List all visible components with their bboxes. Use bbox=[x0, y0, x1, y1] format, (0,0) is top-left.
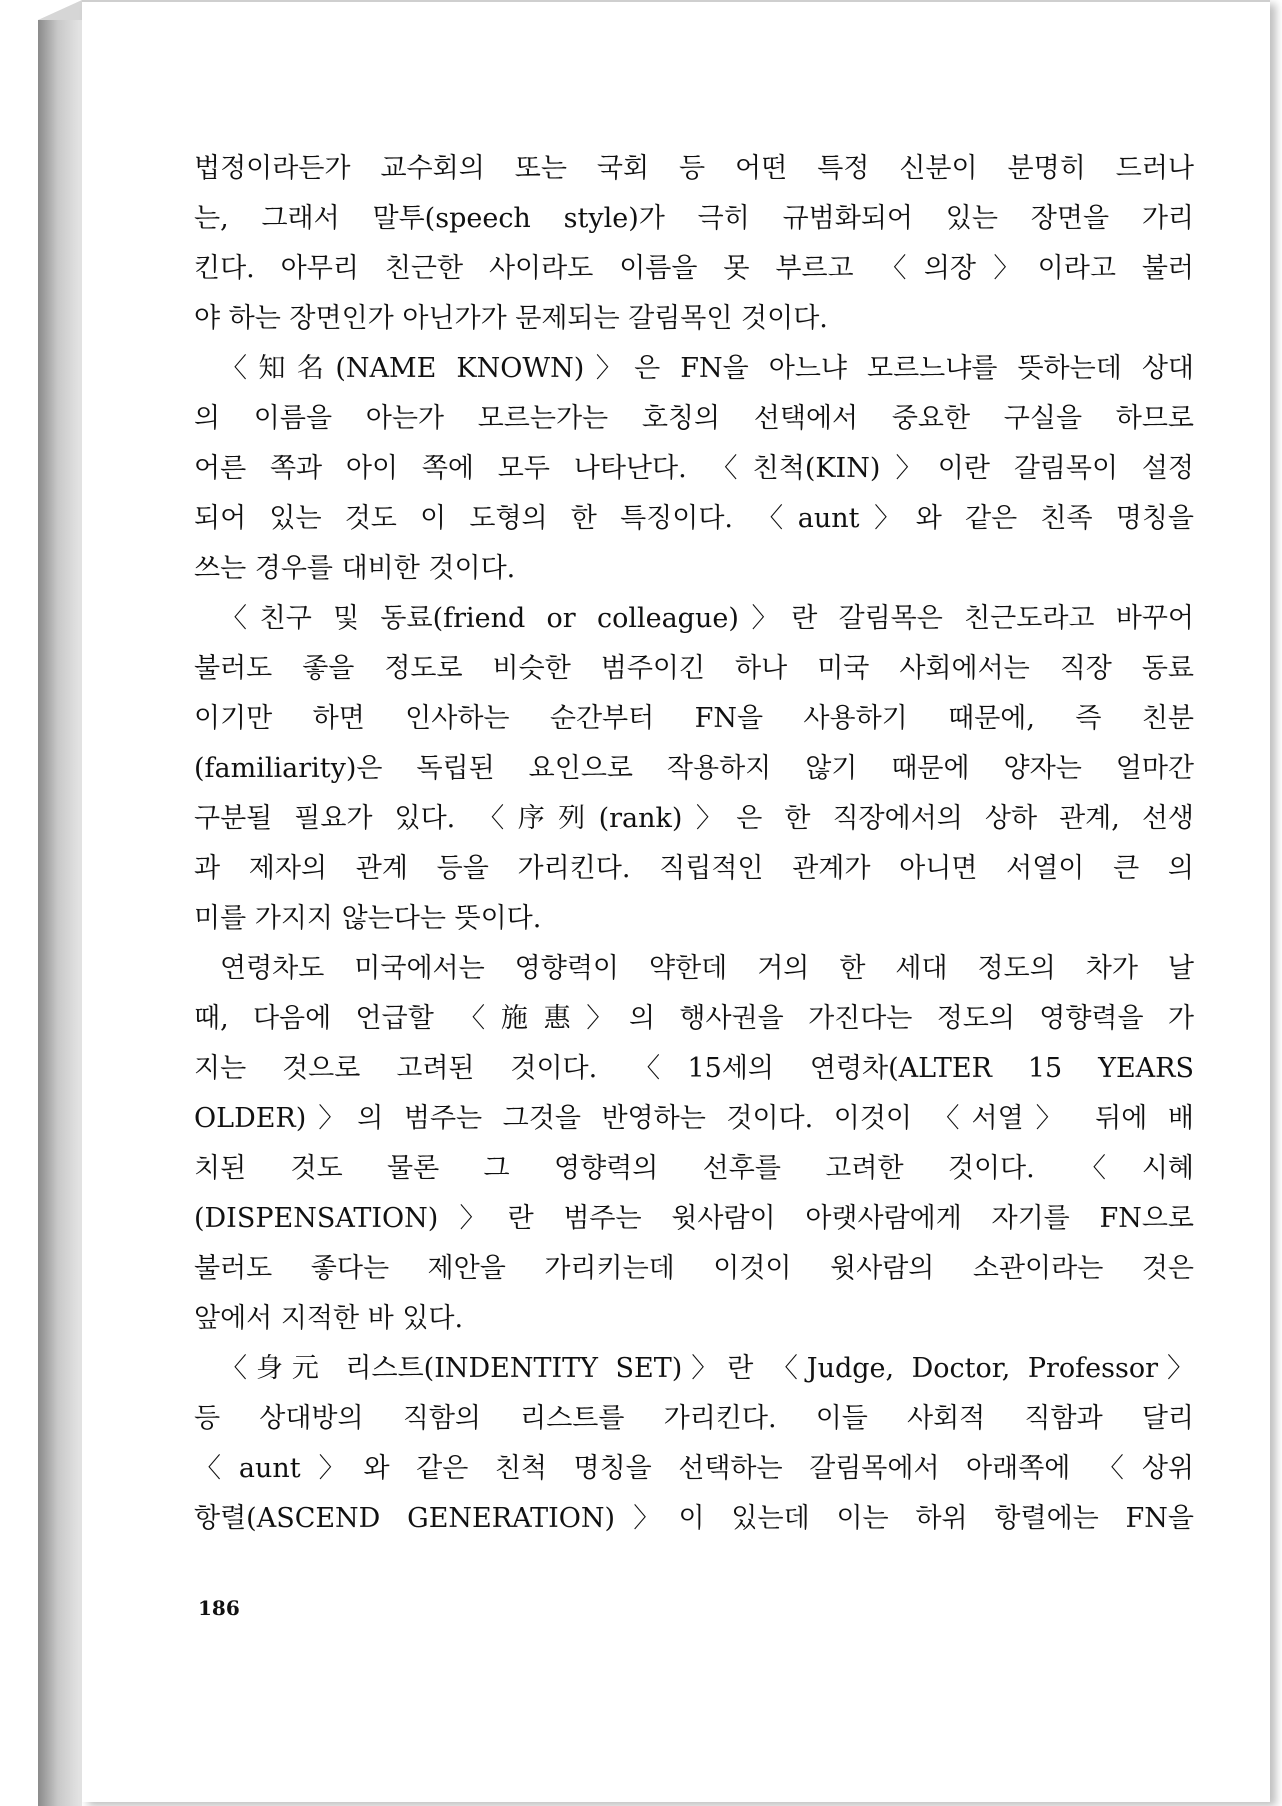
text-line: 미를 가지지 않는다는 뜻이다. bbox=[194, 903, 542, 934]
text-line: 어른 쪽과 아이 쪽에 모두 나타난다. 〈친척(KIN)〉이란 갈림목이 설정 bbox=[194, 453, 1194, 484]
text-line: 〈aunt〉와 같은 친척 명칭을 선택하는 갈림목에서 아래쪽에 〈상위 bbox=[194, 1453, 1194, 1484]
text-line: (DISPENSATION)〉란 범주는 윗사람이 아랫사람에게 자기를 FN으로 bbox=[194, 1203, 1194, 1234]
text-line: 등 상대방의 직함의 리스트를 가리킨다. 이들 사회적 직함과 달리 bbox=[194, 1403, 1194, 1434]
text-line: 킨다. 아무리 친근한 사이라도 이름을 못 부르고 〈의장〉이라고 불러 bbox=[194, 253, 1194, 284]
text-line: 야 하는 장면인가 아닌가가 문제되는 갈림목인 것이다. bbox=[194, 303, 828, 334]
text-line: 구분될 필요가 있다. 〈序列(rank)〉은 한 직장에서의 상하 관계, 선생 bbox=[194, 803, 1194, 834]
text-line: 법정이라든가 교수회의 또는 국회 등 어떤 특정 신분이 분명히 드러나 bbox=[194, 153, 1194, 184]
page-number: 186 bbox=[198, 1596, 240, 1620]
text-line: 이기만 하면 인사하는 순간부터 FN을 사용하기 때문에, 즉 친분 bbox=[194, 703, 1194, 734]
text-line: 되어 있는 것도 이 도형의 한 특징이다. 〈aunt〉와 같은 친족 명칭을 bbox=[194, 503, 1194, 534]
book-spine bbox=[38, 20, 82, 1806]
text-line: (familiarity)은 독립된 요인으로 작용하지 않기 때문에 양자는 얼마간 bbox=[194, 753, 1194, 784]
text-line: 의 이름을 아는가 모르는가는 호칭의 선택에서 중요한 구실을 하므로 bbox=[194, 403, 1194, 434]
text-line: 지는 것으로 고려된 것이다. 〈15세의 연령차(ALTER 15 YEARS bbox=[194, 1053, 1194, 1084]
text-line: 〈친구 및 동료(friend or colleague)〉란 갈림목은 친근도라고 바꾸어 bbox=[220, 603, 1194, 634]
text-line: 쓰는 경우를 대비한 것이다. bbox=[194, 553, 516, 584]
text-line: 앞에서 지적한 바 있다. bbox=[194, 1303, 464, 1334]
text-line: 는, 그래서 말투(speech style)가 극히 규범화되어 있는 장면을 가리 bbox=[194, 203, 1194, 234]
book-page bbox=[82, 0, 1270, 1802]
text-line: 〈身元 리스트(INDENTITY SET)〉란 〈Judge, Doctor, Professor〉 bbox=[220, 1353, 1194, 1384]
body-text bbox=[194, 144, 1194, 1544]
text-line: OLDER)〉의 범주는 그것을 반영하는 것이다. 이것이 〈서열〉 뒤에 배 bbox=[194, 1103, 1194, 1134]
text-line: 때, 다음에 언급할 〈施惠〉의 행사권을 가진다는 정도의 영향력을 가 bbox=[194, 1003, 1194, 1034]
text-line: 불러도 좋을 정도로 비슷한 범주이긴 하나 미국 사회에서는 직장 동료 bbox=[194, 653, 1194, 684]
text-line: 과 제자의 관계 등을 가리킨다. 직립적인 관계가 아니면 서열이 큰 의 bbox=[194, 853, 1194, 884]
text-line: 치된 것도 물론 그 영향력의 선후를 고려한 것이다. 〈시혜 bbox=[194, 1153, 1194, 1184]
text-line: 불러도 좋다는 제안을 가리키는데 이것이 윗사람의 소관이라는 것은 bbox=[194, 1253, 1194, 1284]
text-line: 연령차도 미국에서는 영향력이 약한데 거의 한 세대 정도의 차가 날 bbox=[220, 953, 1194, 984]
text-line: 〈知名(NAME KNOWN)〉은 FN을 아느냐 모르느냐를 뜻하는데 상대 bbox=[220, 353, 1194, 384]
book-spine-top bbox=[38, 0, 82, 20]
text-line: 항렬(ASCEND GENERATION)〉이 있는데 이는 하위 항렬에는 FN을 bbox=[194, 1503, 1194, 1534]
